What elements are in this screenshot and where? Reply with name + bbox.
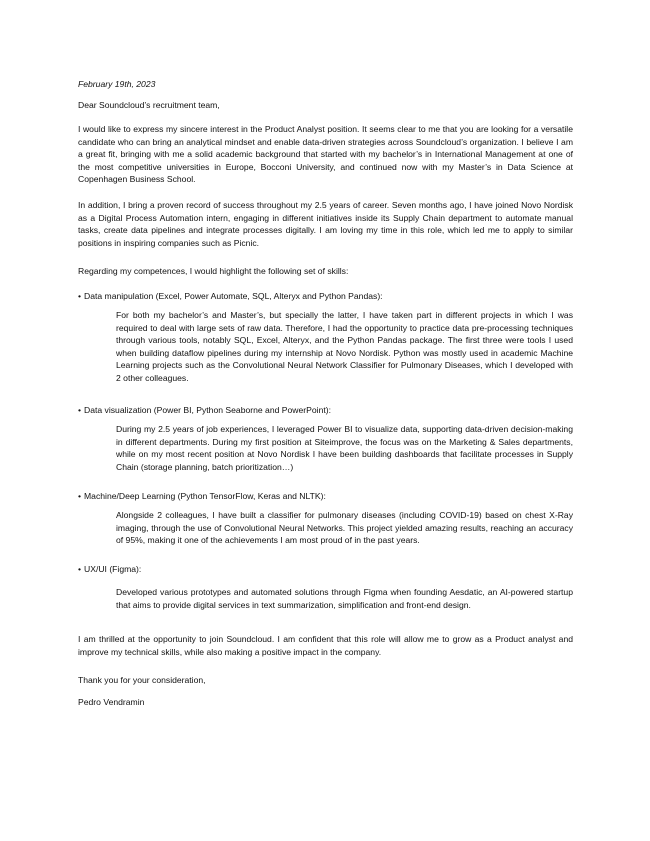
skill-description: During my 2.5 years of job experiences, I leveraged Power BI to visualize data, supporting data-driven decision-making in different departments. During my first position at Siteimprove, the focus was on the Marketing & Sales departments, while on my most recent position at Novo Nordisk I have been building dashboards that facilitate processes in Supply Chain (storage planning, batch prioritization…) xyxy=(116,424,573,472)
skill-title: UX/UI (Figma): xyxy=(84,564,142,574)
skill-description: Developed various prototypes and automated solutions through Figma when founding Aesdatic, an AI-powered startup that aims to provide digital services in text summarization, simplification and front-end design. xyxy=(116,587,573,610)
skill-heading xyxy=(78,563,573,576)
skill-heading xyxy=(78,404,573,417)
skill-title: Machine/Deep Learning (Python TensorFlow, Keras and NLTK): xyxy=(84,491,326,501)
bullet-icon: • xyxy=(78,564,82,574)
skill-heading xyxy=(78,290,573,303)
thanks-line: Thank you for your consideration, xyxy=(78,675,206,685)
paragraph-competences: Regarding my competences, I would highlight the following set of skills: xyxy=(78,266,349,276)
paragraph-experience: In addition, I bring a proven record of success throughout my 2.5 years of career. Seven months ago, I have joined Novo Nordisk as a Digital Process Automation intern, engaging in different initiatives inside its Supply Chain department to automate manual tasks, create data pipelines and integrate processes digitally. I am loving my time in this role, which led me to apply to similar positions in inspiring companies such as Picnic. xyxy=(78,200,573,248)
skill-heading xyxy=(78,490,573,503)
paragraph-intro: I would like to express my sincere interest in the Product Analyst position. It seems clear to me that you are looking for a versatile candidate who can bring an analytical mindset and enable data-driven strategies across Soundcloud’s organization. I believe I am a great fit, bringing with me a solid academic background that started with my bachelor’s in International Management at one of the most competitive universities in Europe, Bocconi University, and continued now with my Master’s in Data Science at Copenhagen Business School. xyxy=(78,124,573,185)
signature-name: Pedro Vendramin xyxy=(78,697,145,707)
salutation: Dear Soundcloud’s recruitment team, xyxy=(78,100,220,110)
bullet-icon: • xyxy=(78,405,82,415)
letter-date: February 19th, 2023 xyxy=(78,79,156,89)
paragraph-closing: I am thrilled at the opportunity to join Soundcloud. I am confident that this role will allow me to grow as a Product analyst and improve my technical skills, while also making a positive impact in the company. xyxy=(78,634,573,657)
bullet-icon: • xyxy=(78,491,82,501)
skill-description: Alongside 2 colleagues, I have built a classifier for pulmonary diseases (including COVID-19) based on chest X-Ray imaging, through the use of Convolutional Neural Networks. This project yielded amazing results, reaching an accuracy of 95%, making it one of the achievements I am most proud of in the past years. xyxy=(116,510,573,546)
bullet-icon: • xyxy=(78,291,82,301)
skill-description: For both my bachelor’s and Master’s, but specially the latter, I have taken part in different projects in which I was required to deal with large sets of raw data. Therefore, I had the opportunity to practice data pre-processing techniques through various tools, notably SQL, Excel, Alteryx, and the Python Pandas package. The first three were tools I used when building dataflow pipelines during my internship at Novo Nordisk. Python was mostly used in academic Machine Learning projects such as the Convolutional Neural Network Classifier for Pulmonary Diseases, which I developed with 2 other colleagues. xyxy=(116,310,573,383)
skill-title: Data visualization (Power BI, Python Seaborne and PowerPoint): xyxy=(84,405,331,415)
skill-title: Data manipulation (Excel, Power Automate, SQL, Alteryx and Python Pandas): xyxy=(84,291,383,301)
